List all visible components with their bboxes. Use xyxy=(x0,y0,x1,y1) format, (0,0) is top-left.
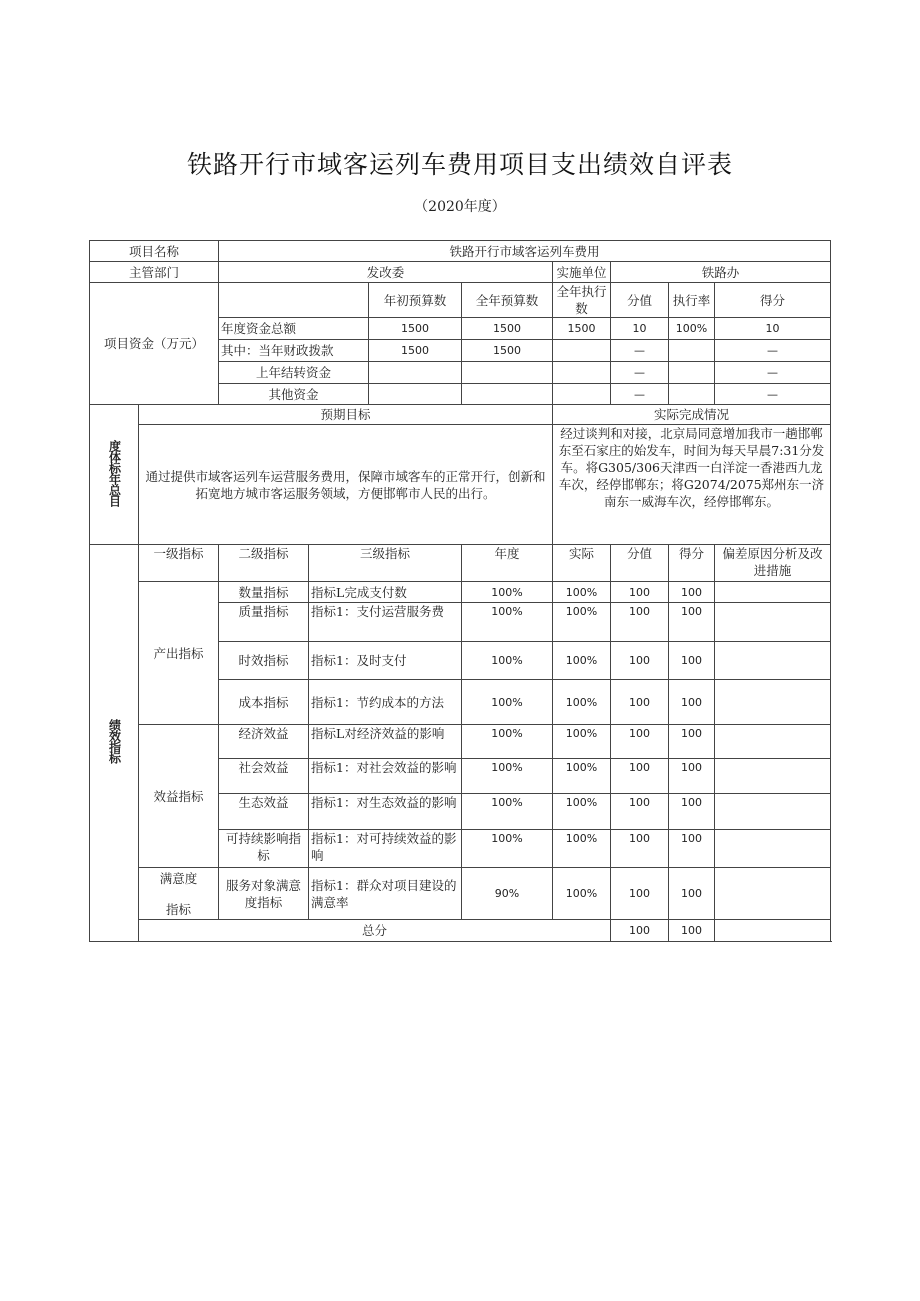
project-name-value: 铁路开行市域客运列车费用 xyxy=(219,241,831,262)
impl-label: 实施单位 xyxy=(553,262,611,283)
funds-cell xyxy=(369,362,462,384)
level3-cell: 指标1：节约成本的方法 xyxy=(309,680,462,725)
impl-value: 铁路办 xyxy=(611,262,831,283)
total-note xyxy=(715,920,831,942)
note-cell xyxy=(715,830,831,868)
level3-cell: 指标L完成支付数 xyxy=(309,582,462,603)
perf-header: 实际 xyxy=(553,545,611,582)
note-cell xyxy=(715,582,831,603)
total-label: 总分 xyxy=(139,920,611,942)
actual-cell: 100% xyxy=(553,759,611,794)
dept-value: 发改委 xyxy=(219,262,553,283)
score-value-cell: 100 xyxy=(611,868,669,920)
level3-cell: 指标1：对社会效益的影响 xyxy=(309,759,462,794)
level2-cell: 社会效益 xyxy=(219,759,309,794)
perf-header-row xyxy=(90,545,831,582)
score-cell: 100 xyxy=(669,680,715,725)
perf-header: 年度 xyxy=(462,545,553,582)
funds-cell xyxy=(553,384,611,405)
funds-cell: 1500 xyxy=(553,318,611,340)
funds-row-name: 其中：当年财政拨款 xyxy=(219,340,369,362)
level3-cell: 指标1：及时支付 xyxy=(309,642,462,680)
actual-cell: 100% xyxy=(553,680,611,725)
level3-cell: 指标1：群众对项目建设的满意率 xyxy=(309,868,462,920)
level3-cell: 指标L对经济效益的影响 xyxy=(309,725,462,759)
year-cell: 100% xyxy=(462,642,553,680)
goals-actual-header: 实际完成情况 xyxy=(553,405,831,425)
funds-cell xyxy=(669,384,715,405)
document-title: 铁路开行市域客运列车费用项目支出绩效自评表 xyxy=(186,150,733,179)
funds-cell: 10 xyxy=(715,318,831,340)
score-cell: 100 xyxy=(669,603,715,642)
funds-cell: 1500 xyxy=(369,318,462,340)
goals-expected-header: 预期目标 xyxy=(139,405,553,425)
funds-header: 得分 xyxy=(715,283,831,318)
level2-cell: 生态效益 xyxy=(219,794,309,830)
funds-cell: — xyxy=(715,340,831,362)
year-cell: 100% xyxy=(462,794,553,830)
note-cell xyxy=(715,680,831,725)
project-name-label: 项目名称 xyxy=(90,241,219,262)
funds-cell xyxy=(553,340,611,362)
level2-cell: 经济效益 xyxy=(219,725,309,759)
level1-output: 产出指标 xyxy=(139,582,219,725)
actual-cell: 100% xyxy=(553,603,611,642)
note-cell xyxy=(715,642,831,680)
dept-label: 主管部门 xyxy=(90,262,219,283)
score-cell: 100 xyxy=(669,830,715,868)
level3-cell: 指标1：对生态效益的影响 xyxy=(309,794,462,830)
goals-expected-text: 通过提供市域客运列车运营服务费用，保障市域客车的正常开行，创新和拓宽地方城市客运服务领域，方便邯郸市人民的出行。 xyxy=(139,425,553,545)
note-cell xyxy=(715,603,831,642)
score-value-cell: 100 xyxy=(611,582,669,603)
actual-cell: 100% xyxy=(553,725,611,759)
level1-satisfaction-line1: 满意度 xyxy=(159,870,198,886)
note-cell xyxy=(715,725,831,759)
funds-cell: 10 xyxy=(611,318,669,340)
level3-cell: 指标1：支付运营服务费 xyxy=(309,603,462,642)
funds-cell: — xyxy=(715,362,831,384)
note-cell xyxy=(715,794,831,830)
score-value-cell: 100 xyxy=(611,680,669,725)
perf-header: 分值 xyxy=(611,545,669,582)
funds-cell: 100% xyxy=(669,318,715,340)
level3-cell: 指标1：对可持续效益的影响 xyxy=(309,830,462,868)
funds-header: 全年执行数 xyxy=(553,283,611,318)
score-value-cell: 100 xyxy=(611,759,669,794)
actual-cell: 100% xyxy=(553,794,611,830)
perf-side-text: 绩效指标 xyxy=(107,719,122,763)
goals-side-text: 度体标年总目 xyxy=(107,439,122,506)
funds-cell xyxy=(669,362,715,384)
level2-cell: 成本指标 xyxy=(219,680,309,725)
project-name-row xyxy=(90,241,831,262)
funds-cell: — xyxy=(611,362,669,384)
funds-row-name: 其他资金 xyxy=(219,384,369,405)
total-score: 100 xyxy=(669,920,715,942)
level2-cell: 服务对象满意度指标 xyxy=(219,868,309,920)
funds-cell xyxy=(462,362,553,384)
funds-row-name: 年度资金总额 xyxy=(219,318,369,340)
score-value-cell: 100 xyxy=(611,642,669,680)
funds-header: 分值 xyxy=(611,283,669,318)
funds-cell xyxy=(369,384,462,405)
funds-cell xyxy=(669,340,715,362)
year-cell: 100% xyxy=(462,680,553,725)
actual-cell: 100% xyxy=(553,582,611,603)
score-value-cell: 100 xyxy=(611,603,669,642)
funds-cell: — xyxy=(611,340,669,362)
funds-cell: — xyxy=(715,384,831,405)
spacer xyxy=(141,887,216,901)
perf-header: 偏差原因分析及改进措施 xyxy=(715,545,831,582)
funds-header: 年初预算数 xyxy=(369,283,462,318)
document-subtitle: （2020年度） xyxy=(414,199,506,215)
funds-cell: 1500 xyxy=(462,318,553,340)
year-cell: 100% xyxy=(462,759,553,794)
year-cell: 90% xyxy=(462,868,553,920)
funds-label: 项目资金（万元） xyxy=(90,283,219,405)
funds-cell: — xyxy=(611,384,669,405)
funds-header: 全年预算数 xyxy=(462,283,553,318)
perf-header: 三级指标 xyxy=(309,545,462,582)
year-cell: 100% xyxy=(462,582,553,603)
funds-cell: 1500 xyxy=(462,340,553,362)
evaluation-table xyxy=(89,240,831,942)
year-cell: 100% xyxy=(462,603,553,642)
total-value: 100 xyxy=(611,920,669,942)
note-cell xyxy=(715,868,831,920)
level2-cell: 可持续影响指标 xyxy=(219,830,309,868)
score-cell: 100 xyxy=(669,794,715,830)
perf-header: 二级指标 xyxy=(219,545,309,582)
goals-side-label xyxy=(90,405,139,545)
actual-cell: 100% xyxy=(553,868,611,920)
score-cell: 100 xyxy=(669,868,715,920)
actual-cell: 100% xyxy=(553,830,611,868)
note-cell xyxy=(715,759,831,794)
perf-row xyxy=(90,725,831,759)
funds-row-name: 上年结转资金 xyxy=(219,362,369,384)
score-cell: 100 xyxy=(669,642,715,680)
funds-cell xyxy=(553,362,611,384)
level1-satisfaction xyxy=(139,868,219,920)
year-cell: 100% xyxy=(462,725,553,759)
actual-cell: 100% xyxy=(553,642,611,680)
department-row xyxy=(90,262,831,283)
perf-row xyxy=(90,868,831,920)
score-value-cell: 100 xyxy=(611,830,669,868)
goals-header-row xyxy=(90,405,831,425)
funds-header: 执行率 xyxy=(669,283,715,318)
funds-cell xyxy=(462,384,553,405)
funds-header-row xyxy=(90,283,831,318)
funds-cell: 1500 xyxy=(369,340,462,362)
score-cell: 100 xyxy=(669,759,715,794)
perf-side-label xyxy=(90,545,139,942)
perf-row xyxy=(90,582,831,603)
level1-satisfaction-line2: 指标 xyxy=(166,901,192,917)
level2-cell: 质量指标 xyxy=(219,603,309,642)
perf-header: 得分 xyxy=(669,545,715,582)
funds-header-blank xyxy=(219,283,369,318)
goals-content-row xyxy=(90,425,831,545)
score-value-cell: 100 xyxy=(611,794,669,830)
goals-actual-text: 经过谈判和对接，北京局同意增加我市一趟邯郸东至石家庄的始发车，时间为每天早晨7:31分发车。将G305/306天津西一白洋淀一香港西九龙车次，经停邯郸东；将G2074/2075郑州东一济南东一威海车次，经停邯郸东。 xyxy=(553,425,831,545)
total-row xyxy=(90,920,831,942)
level1-benefit: 效益指标 xyxy=(139,725,219,868)
perf-header: 一级指标 xyxy=(139,545,219,582)
score-cell: 100 xyxy=(669,725,715,759)
score-cell: 100 xyxy=(669,582,715,603)
year-cell: 100% xyxy=(462,830,553,868)
level2-cell: 时效指标 xyxy=(219,642,309,680)
level2-cell: 数量指标 xyxy=(219,582,309,603)
score-value-cell: 100 xyxy=(611,725,669,759)
